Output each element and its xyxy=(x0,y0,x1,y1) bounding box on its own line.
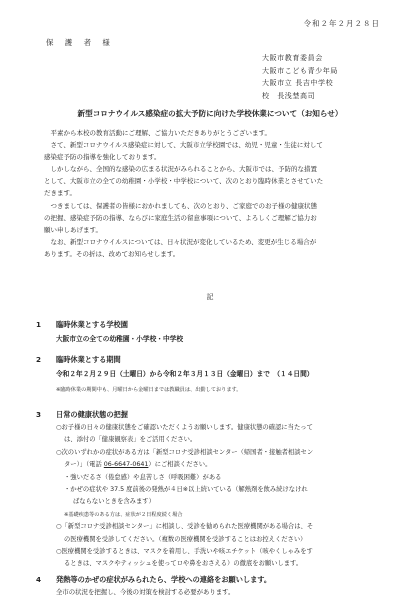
section-3-heading xyxy=(36,410,128,420)
sender-block xyxy=(262,52,338,102)
list-note: ※基礎疾患等のある方は、症状が２日程度続く場合 xyxy=(64,511,183,518)
phone-number: 06-6647-0641 xyxy=(103,461,149,469)
section-number: 1 xyxy=(36,320,42,329)
body-line: しかしながら、全国的な感染の広まる状況がみられることから、大阪市では、予防的な措置 xyxy=(50,165,317,174)
section-4-text: 全市の状況を把握し、今後の対策を検討する必要があります。 xyxy=(56,588,235,596)
section-title: 日常の健康状態の把握 xyxy=(56,410,128,419)
document-date: 令和２年２月２８日 xyxy=(303,19,380,28)
list-line: ばならないときを含みます） xyxy=(73,498,155,506)
section-3-list xyxy=(56,422,386,571)
addressee: 保 護 者 様 xyxy=(46,38,112,47)
body-line: の把握、感染症予防の指導、ならびに家庭生活の留意事項について、よろしくご理解ご協力お xyxy=(44,213,317,222)
section-title: 臨時休業とする学校園 xyxy=(56,320,128,329)
list-line: ○「新型コロナ受診相談センター」に相談し、受診を勧められた医療機関がある場合は、そ xyxy=(56,523,314,531)
list-line: ・かぜの症状や 37.5 度前後の発熱が４日※以上続いている（解熱剤を飲み続けなけれ xyxy=(64,486,308,494)
section-2-text: 令和２年２月２９日（土曜日）から令和２年３月１３日（金曜日）まで （１４日間） xyxy=(56,370,314,378)
list-line: ○医療機関を受診するときは、マスクを着用し、手洗いや咳エチケット（咳やくしゃみをす xyxy=(56,548,313,556)
body-line: つきましては、保護者の皆様におかれましても、次のとおり、ご家庭でのお子様の健康状態 xyxy=(50,201,317,210)
list-line: ター）」（電話 06-6647-0641）にご相談ください。 xyxy=(64,461,212,469)
section-number: 2 xyxy=(36,355,42,364)
sender-line: 校 長浅埜高司 xyxy=(262,91,316,100)
body-line: 感染症予防の指導を強化しております。 xyxy=(44,153,161,162)
body-line: 願い申しあげます。 xyxy=(44,225,102,234)
sender-line: 大阪市教育委員会 xyxy=(262,54,323,62)
body-line: として、大阪市立の全ての幼稚園・小学校・中学校について、次のとおり臨時休業とさせていた xyxy=(44,177,324,186)
body-line: 平素から本校の教育活動にご理解、ご協力いただきありがとうございます。 xyxy=(50,129,271,137)
section-2-note: ※臨時休業の期間中も、月曜日から金曜日までは教職員は、出勤しております。 xyxy=(56,387,242,393)
section-1-heading xyxy=(36,320,128,330)
body-line: さて、新型コロナウイルス感染症に対して、大阪市立学校園では、幼児・児童・生徒に対して xyxy=(50,141,323,150)
list-line: るときは、マスクやティッシュを使ってロや鼻をおさえる）の徹底をお願いします。 xyxy=(64,560,303,568)
section-number: 3 xyxy=(36,410,42,419)
body-line: なお、新型コロナウイルスについては、日々状況が変化しているため、変更が生じる場合が xyxy=(50,237,317,246)
section-4-heading xyxy=(36,575,271,585)
sender-line: 大阪市こども青少年局 xyxy=(262,66,338,75)
body-text xyxy=(44,127,380,260)
sender-line: 大阪市立 長吉中学校 xyxy=(262,79,334,87)
body-line: だきます。 xyxy=(44,189,76,198)
section-1-text: 大阪市立の全ての幼稚園・小学校・中学校 xyxy=(56,335,184,343)
list-line: ・強いだるさ（倦怠感）や息苦しさ（呼吸困難）がある xyxy=(64,473,222,481)
section-2-heading xyxy=(36,355,121,365)
document-title: 新型コロナウイルス感染症の拡大予防に向けた学校休業について（お知らせ） xyxy=(77,109,343,118)
list-line: ○次のいずれかの症状がある方は「新型コロナ受診相談センター（帰国者・接触者相談セン xyxy=(56,448,314,456)
section-title: 発熱等のかぜの症状がみられたら、学校への連絡をお願いします。 xyxy=(56,575,272,584)
ki-heading: 記 xyxy=(206,293,214,301)
list-line: ○お子様の日々の健康状態をご確認いただくようお願いします。健康状態の確認に当たって xyxy=(56,424,313,431)
list-line: は、添付の「健康観察表」をご活用ください。 xyxy=(64,436,197,444)
section-number: 4 xyxy=(36,575,42,584)
list-line: の医療機関を受診してください。（複数の医療機関を受診することはお控えください） xyxy=(64,535,307,543)
section-title: 臨時休業とする期間 xyxy=(56,355,121,364)
body-line: あります。その折は、改めてお知らせします。 xyxy=(44,249,180,258)
